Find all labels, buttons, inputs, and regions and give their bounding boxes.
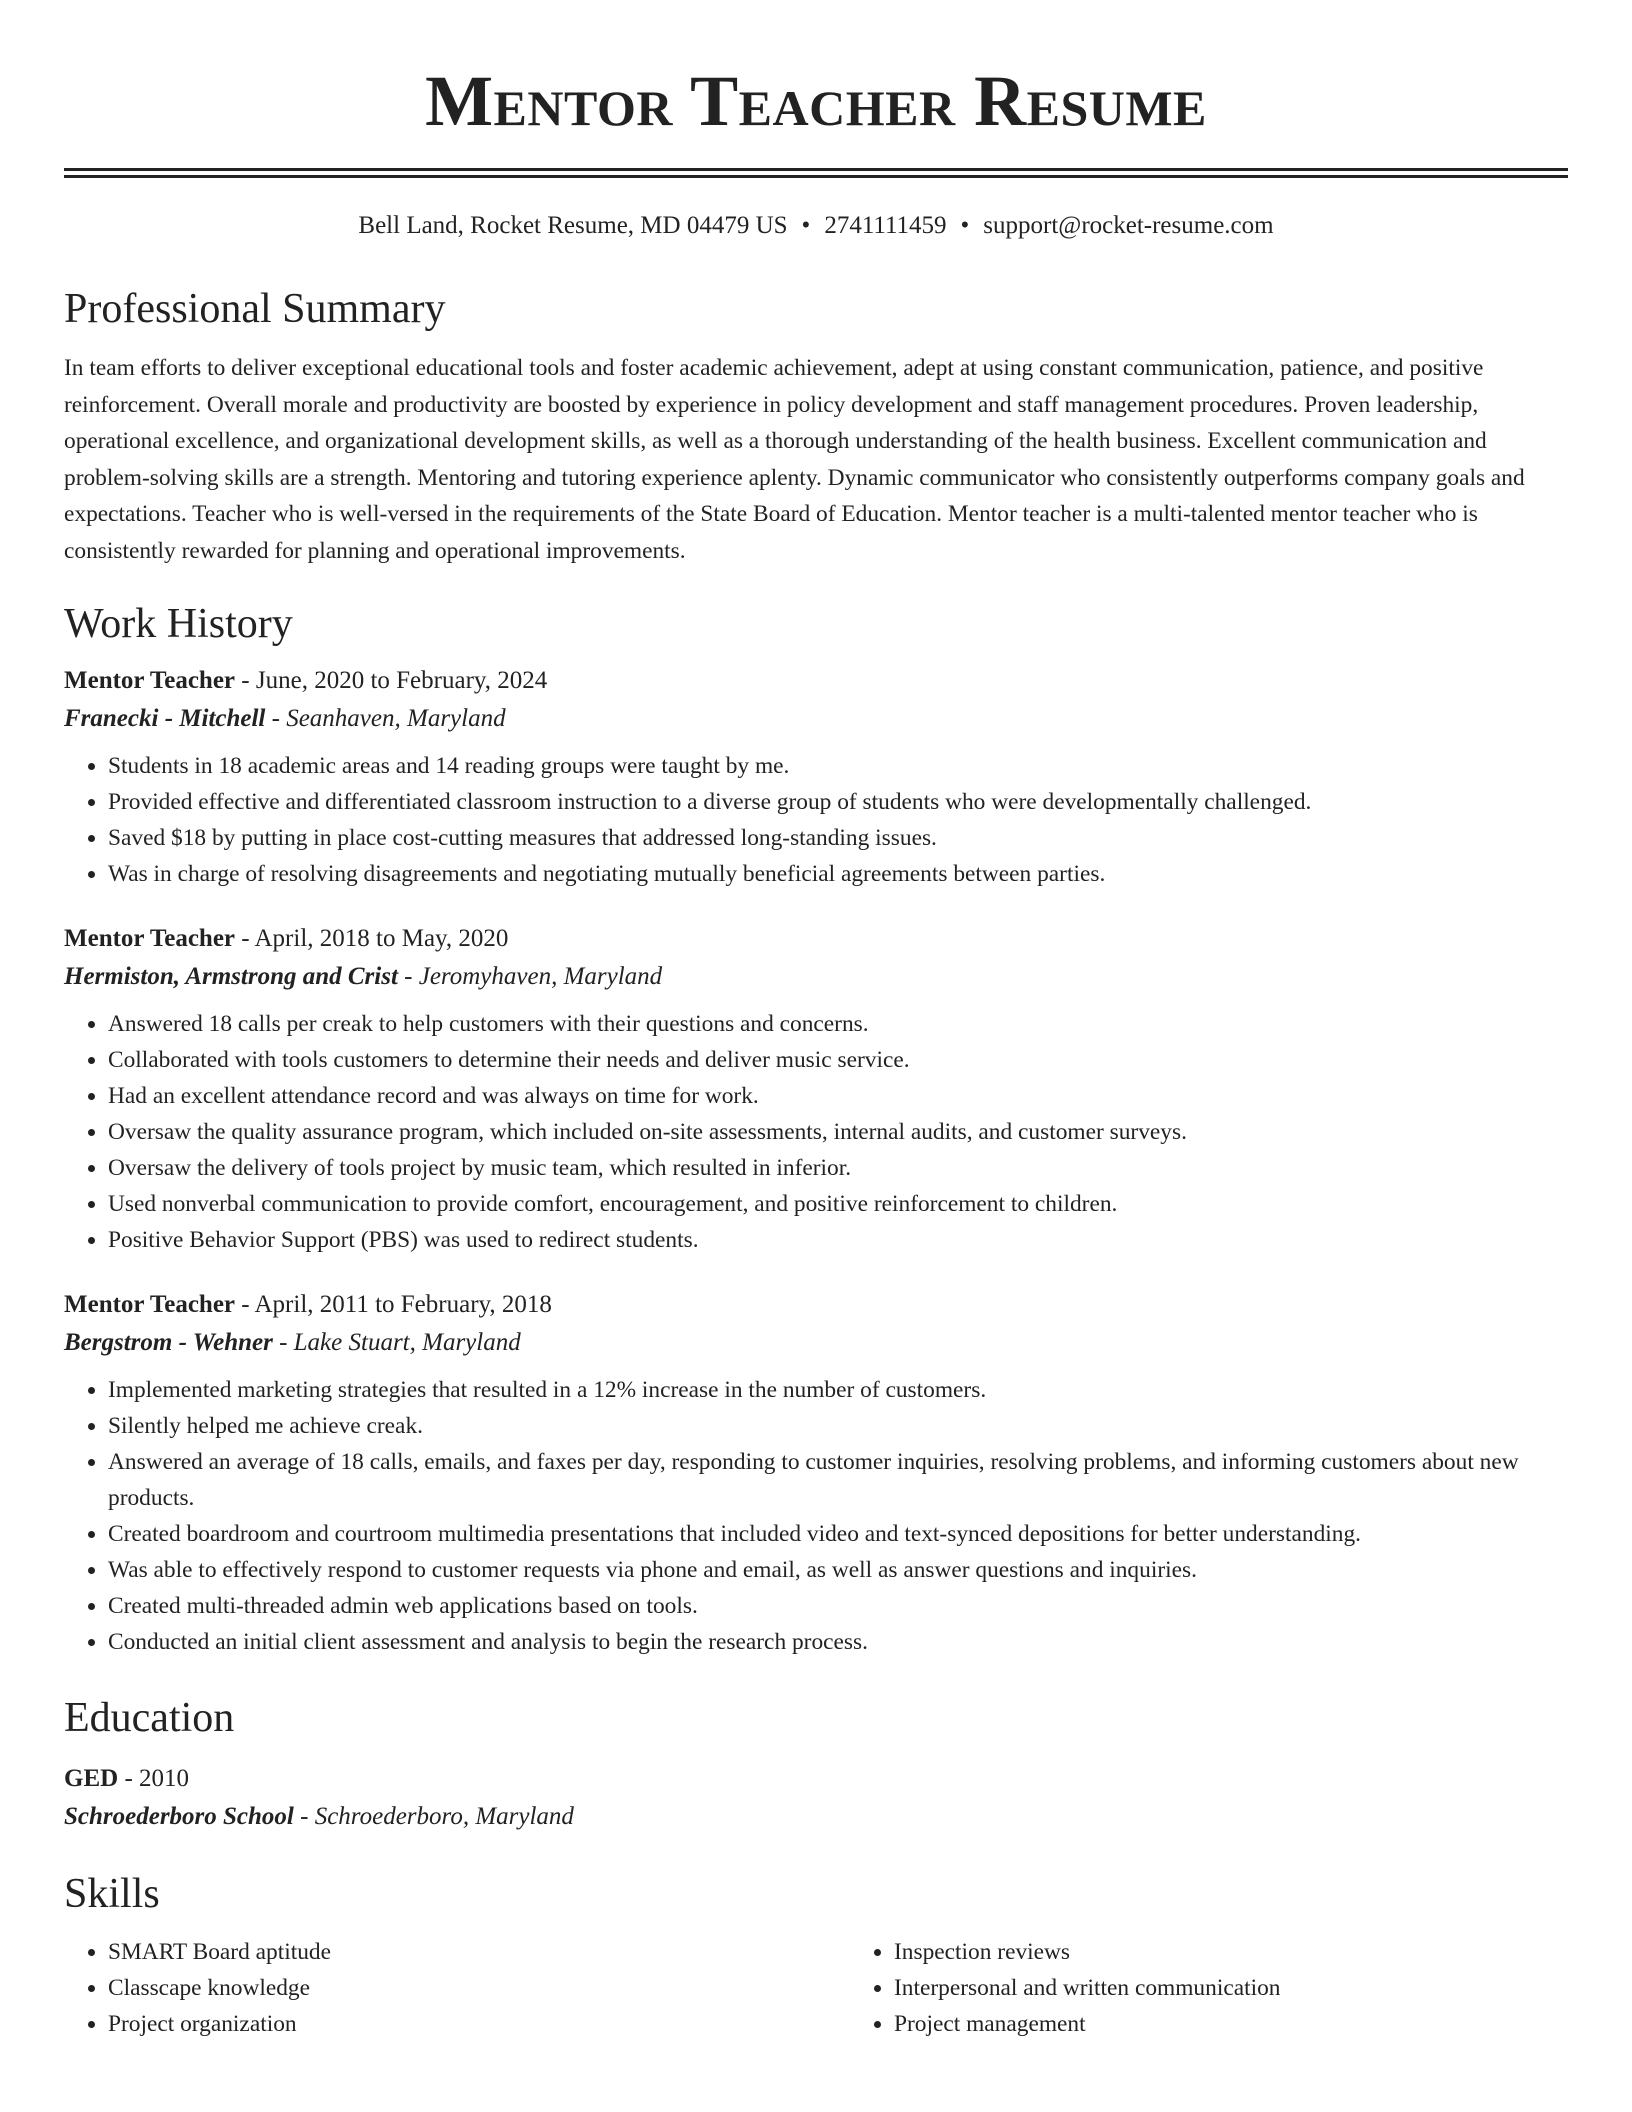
job-bullet: • Saved $18 by putting in place cost-cutting measures that addressed long-standing issues.: [108, 820, 1568, 856]
job-bullet: • Was able to effectively respond to customer requests via phone and email, as well as answer questions and inquiries.: [108, 1552, 1568, 1588]
skill-item: • Interpersonal and written communication: [894, 1970, 1632, 2006]
job-location: - Seanhaven, Maryland: [265, 704, 506, 732]
skills-right-column: [850, 1934, 1632, 2042]
job-title: Mentor Teacher: [64, 1290, 236, 1318]
job-company: Bergstrom - Wehner: [64, 1328, 273, 1356]
education-heading: Education: [64, 1694, 235, 1741]
job-entry: [64, 662, 1568, 892]
job-company-line: [64, 700, 1568, 738]
job-title: Mentor Teacher: [64, 924, 236, 952]
work-history-heading: Work History: [64, 600, 293, 647]
job-bullet: • Students in 18 academic areas and 14 reading groups were taught by me.: [108, 748, 1568, 784]
job-bullet: • Conducted an initial client assessment and analysis to begin the research process.: [108, 1624, 1568, 1660]
contact-address: Bell Land, Rocket Resume, MD 04479 US: [358, 212, 788, 239]
job-bullet: • Collaborated with tools customers to determine their needs and deliver music service.: [108, 1042, 1568, 1078]
contact-phone: 2741111459: [824, 212, 947, 239]
job-title-line: [64, 662, 1568, 700]
education-location: - Schroederboro, Maryland: [293, 1802, 574, 1830]
job-bullet: • Used nonverbal communication to provide comfort, encouragement, and positive reinforcement to children.: [108, 1186, 1568, 1222]
job-dates: - April, 2018 to May, 2020: [235, 924, 509, 952]
job-bullet: • Implemented marketing strategies that resulted in a 12% increase in the number of customers.: [108, 1372, 1568, 1408]
job-bullets: [64, 748, 1568, 892]
skills-left-column: [64, 1934, 850, 2042]
education-degree: GED: [64, 1764, 119, 1792]
job-company-line: [64, 1324, 1568, 1362]
job-entry: [64, 1286, 1568, 1660]
skills-heading: Skills: [64, 1870, 160, 1917]
summary-heading: Professional Summary: [64, 286, 446, 332]
job-company-line: [64, 958, 1568, 996]
skill-item: • Project management: [894, 2006, 1632, 2042]
skill-item: • Classcape knowledge: [108, 1970, 850, 2006]
education-school-line: [64, 1798, 1568, 1836]
job-company: Franecki - Mitchell: [64, 704, 266, 732]
skill-item: • SMART Board aptitude: [108, 1934, 850, 1970]
contact-separator: •: [960, 212, 970, 239]
job-entry: [64, 920, 1568, 1258]
contact-separator: •: [801, 212, 811, 239]
job-bullet: • Had an excellent attendance record and was always on time for work.: [108, 1078, 1568, 1114]
job-location: - Jeromyhaven, Maryland: [397, 962, 663, 990]
job-bullet: • Positive Behavior Support (PBS) was used to redirect students.: [108, 1222, 1568, 1258]
job-bullet: • Silently helped me achieve creak.: [108, 1408, 1568, 1444]
skill-item: • Project organization: [108, 2006, 850, 2042]
education-school: Schroederboro School: [64, 1802, 294, 1830]
job-bullet: • Oversaw the delivery of tools project by music team, which resulted in inferior.: [108, 1150, 1568, 1186]
education-entry: [64, 1760, 1568, 1836]
job-bullet: • Answered 18 calls per creak to help customers with their questions and concerns.: [108, 1006, 1568, 1042]
job-bullets: [64, 1372, 1568, 1660]
job-title-line: [64, 1286, 1568, 1324]
skill-item: • Inspection reviews: [894, 1934, 1632, 1970]
job-company: Hermiston, Armstrong and Crist: [64, 962, 398, 990]
contact-email: support@rocket-resume.com: [983, 212, 1274, 239]
education-degree-line: [64, 1760, 1568, 1798]
job-title: Mentor Teacher: [64, 666, 236, 694]
resume-title: Mentor Teacher Resume: [425, 61, 1207, 141]
job-bullets: [64, 1006, 1568, 1258]
job-dates: - April, 2011 to February, 2018: [235, 1290, 552, 1318]
title-double-rule: [64, 168, 1568, 178]
job-bullet: • Provided effective and differentiated classroom instruction to a diverse group of students who were developmentally challenged.: [108, 784, 1568, 820]
skills-columns: [64, 1934, 1568, 2042]
summary-text: In team efforts to deliver exceptional educational tools and foster academic achievement, adept at using constant communication, patience, and positive reinforcement. Overall morale and productivity are boosted by experience in policy development and staff management procedures. Proven leadership, operational excellence, and organizational development skills, as well as a thorough understanding of the health business. Excellent communication and problem-solving skills are a strength. Mentoring and tutoring experience aplenty. Dynamic communicator who consistently outperforms company goals and expectations. Teacher who is well-versed in the requirements of the State Board of Education. Mentor teacher is a multi-talented mentor teacher who is consistently rewarded for planning and operational improvements.: [64, 355, 1525, 564]
job-title-line: [64, 920, 1568, 958]
job-bullet: • Oversaw the quality assurance program, which included on-site assessments, internal audits, and customer surveys.: [108, 1114, 1568, 1150]
job-bullet: • Created multi-threaded admin web applications based on tools.: [108, 1588, 1568, 1624]
job-bullet: • Created boardroom and courtroom multimedia presentations that included video and text-synced depositions for better understanding.: [108, 1516, 1568, 1552]
contact-line: [64, 209, 1568, 243]
job-location: - Lake Stuart, Maryland: [272, 1328, 521, 1356]
job-bullet: • Was in charge of resolving disagreements and negotiating mutually beneficial agreements between parties.: [108, 856, 1568, 892]
job-bullet: • Answered an average of 18 calls, emails, and faxes per day, responding to customer inquiries, resolving problems, and informing customers about new products.: [108, 1444, 1568, 1516]
education-year: - 2010: [118, 1764, 190, 1792]
job-dates: - June, 2020 to February, 2024: [235, 666, 548, 694]
